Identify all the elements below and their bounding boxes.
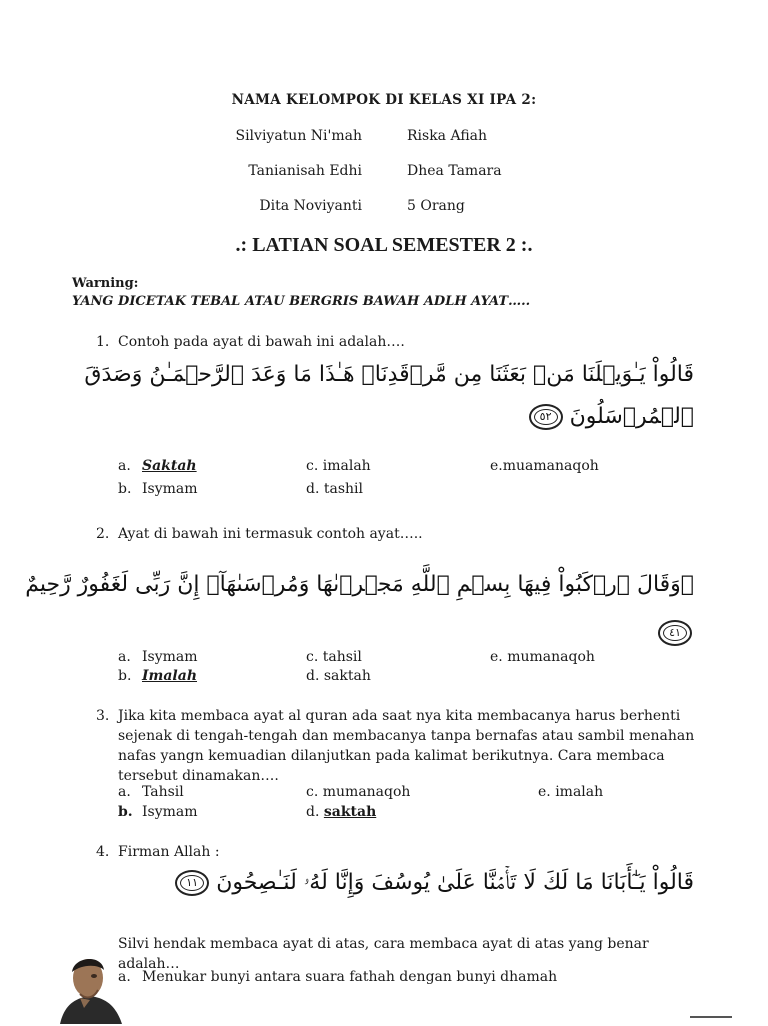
question-text: tersebut dinamakan….: [118, 768, 279, 784]
question-text: sejenak di tengah-tengah dan membacanya tanpa bernafas atau sambil menahan: [118, 728, 695, 744]
option-b[interactable]: b. Isymam: [118, 481, 198, 497]
question-2: [96, 524, 423, 544]
ayah-number-icon: ١١: [175, 870, 209, 896]
option-d[interactable]: d. saktah: [306, 804, 377, 820]
arabic-verse: قَالُواْ يَـٰوَيۡلَنَا مَنۢ بَعَثَنَا مِن مَّرۡقَدِنَاۜ هَـٰذَا مَا وَعَدَ ٱلرَّحۡمَـٰنُ وَصَدَقَ: [84, 362, 694, 387]
question-text: Contoh pada ayat di bawah ini adalah….: [118, 334, 405, 350]
option-d[interactable]: d. tashil: [306, 481, 364, 497]
member-name: Silviyatun Ni'mah: [235, 128, 362, 144]
option-a[interactable]: a. Tahsil: [118, 784, 184, 800]
option-b[interactable]: b. Imalah: [118, 668, 198, 684]
question-number: 4.: [96, 844, 110, 860]
option-d[interactable]: d. saktah: [306, 668, 371, 684]
arabic-verse: قَالُواْ يَـٰٓأَبَانَا مَا لَكَ لَا تَأۡمَ۬نَّا عَلَىٰ يُوسُفَ وَإِنَّا لَهُۥ لَنَـٰصِحُونَ ١١: [175, 870, 694, 896]
question-3: [96, 706, 696, 726]
arabic-verse: ۞وَقَالَ ٱرۡكَبُواْ فِيهَا بِسۡمِ ٱللَّهِ مَجۡر۪ىٰهَا وَمُرۡسَىٰهَآۚ إِنَّ رَبِّى لَغَفُورٌ رَّحِيمٌ: [25, 572, 694, 597]
member-name: Dita Noviyanti: [259, 198, 362, 214]
warning-text: YANG DICETAK TEBAL ATAU BERGRIS BAWAH ADLH AYAT…..: [72, 294, 531, 309]
question-text: Ayat di bawah ini termasuk contoh ayat…..: [118, 526, 423, 542]
question-number: 3.: [96, 708, 110, 724]
ayah-number-icon: ٤١: [658, 620, 692, 646]
page-corner-mark: [690, 1016, 732, 1026]
option-c[interactable]: c. mumanaqoh: [306, 784, 411, 800]
ayah-number-icon: ٥٢: [529, 404, 563, 430]
arabic-verse: [529, 404, 694, 430]
question-number: 1.: [96, 334, 110, 350]
option-a[interactable]: a. Isymam: [118, 649, 198, 665]
ayah-marker: [658, 620, 692, 646]
group-title: NAMA KELOMPOK DI KELAS XI IPA 2:: [231, 92, 537, 108]
option-c[interactable]: c. tahsil: [306, 649, 362, 665]
option-a[interactable]: a. Menukar bunyi antara suara fathah dengan bunyi dhamah: [118, 969, 558, 985]
question-text: Firman Allah :: [118, 844, 220, 860]
question-number: 2.: [96, 526, 110, 542]
arabic-verse-end: ٱلۡمُرۡسَلُونَ: [569, 404, 694, 429]
member-name: Dhea Tamara: [407, 163, 502, 179]
member-count: 5 Orang: [407, 198, 465, 214]
question-text: Jika kita membaca ayat al quran ada saat nya kita membacanya harus berhenti: [118, 708, 681, 724]
option-a[interactable]: a. Saktah: [118, 458, 197, 474]
option-b[interactable]: b. Isymam: [118, 804, 198, 820]
member-name: Riska Afiah: [407, 128, 488, 144]
warning-label: Warning:: [72, 276, 139, 291]
person-photo: [50, 950, 140, 1024]
question-4: [96, 842, 220, 862]
question-paragraph: Silvi hendak membaca ayat di atas, cara membaca ayat di atas yang benar adalah…: [118, 936, 649, 972]
option-e[interactable]: e.muamanaqoh: [490, 458, 599, 474]
option-c[interactable]: c. imalah: [306, 458, 371, 474]
option-e[interactable]: e. imalah: [538, 784, 604, 800]
member-name: Tanianisah Edhi: [248, 163, 362, 179]
option-e[interactable]: e. mumanaqoh: [490, 649, 595, 665]
question-1: [96, 332, 405, 352]
question-text: nafas yangn kemuadian dilanjutkan pada kalimat berikutnya. Cara membaca: [118, 748, 665, 764]
page-heading: .: LATIAN SOAL SEMESTER 2 :.: [235, 234, 533, 256]
